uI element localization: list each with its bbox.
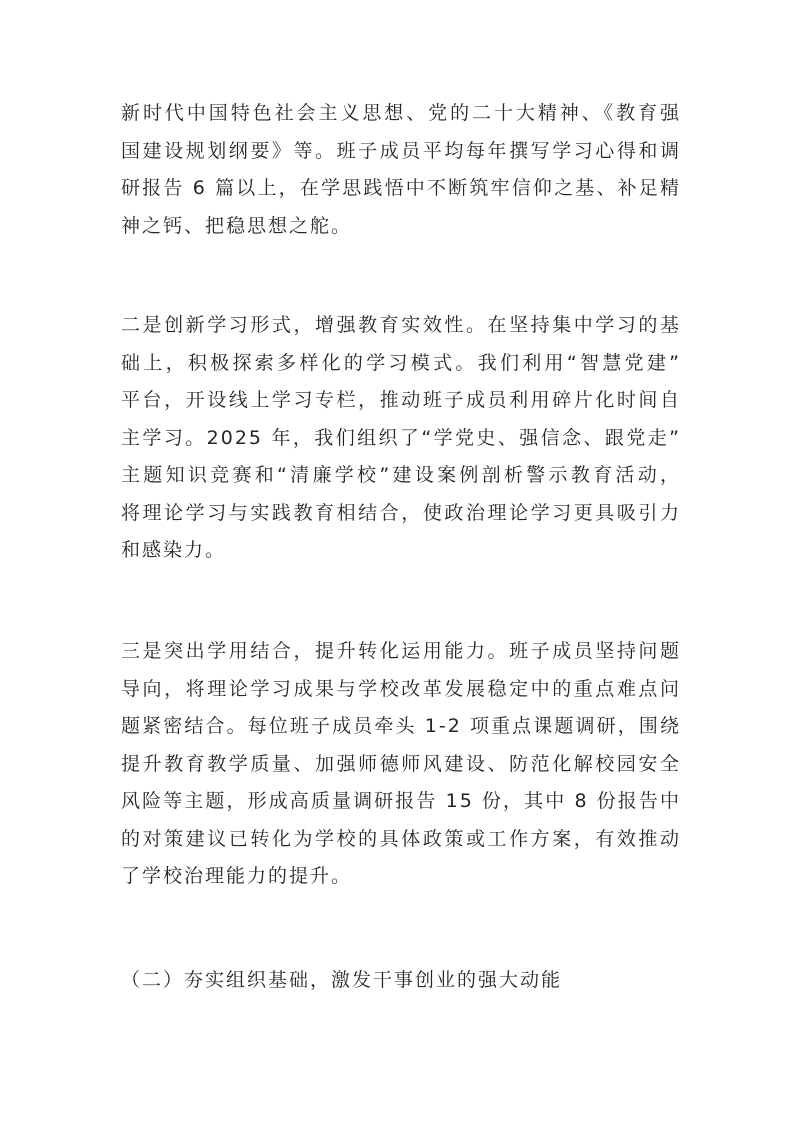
- paragraph-study-outcomes: [121, 95, 681, 245]
- text-line: 风险等主题，形成高质量调研报告 15 份，其中 8 份报告中: [121, 790, 681, 812]
- text-line: 神之钙、把稳思想之舵。: [121, 214, 353, 237]
- section-heading: [121, 962, 681, 1000]
- heading-line: （二）夯实组织基础，激发干事创业的强大动能: [121, 969, 563, 991]
- paragraph-innovate-learning-forms: [121, 307, 681, 570]
- text-line: 三是突出学用结合，提升转化运用能力。班子成员坚持问题: [121, 640, 681, 662]
- text-line: 题紧密结合。每位班子成员牵头 1-2 项重点课题调研，围绕: [121, 715, 681, 737]
- text-line: 的对策建议已转化为学校的具体政策或工作方案，有效推动: [121, 827, 681, 850]
- text-line: 提升教育教学质量、加强师德师风建设、防范化解校园安全: [121, 752, 681, 775]
- text-line: 和感染力。: [121, 539, 227, 561]
- text-line: 将理论学习与实践教育相结合，使政治理论学习更具吸引力: [121, 501, 681, 524]
- text-line: 主学习。2025 年，我们组织了“学党史、强信念、跟党走”: [121, 426, 681, 449]
- text-line: 了学校治理能力的提升。: [121, 865, 353, 887]
- text-line: 主题知识竞赛和“清廉学校”建设案例剖析警示教育活动，: [121, 464, 681, 486]
- text-line: 研报告 6 篇以上，在学思践悟中不断筑牢信仰之基、补足精: [121, 177, 681, 199]
- paragraph-apply-learning: [121, 633, 681, 896]
- text-line: 础上，积极探索多样化的学习模式。我们利用“智慧党建”: [121, 351, 681, 374]
- text-line: 新时代中国特色社会主义思想、党的二十大精神、《教育强: [121, 102, 681, 124]
- text-line: 二是创新学习形式，增强教育实效性。在坚持集中学习的基: [121, 314, 681, 336]
- text-line: 国建设规划纲要》等。班子成员平均每年撰写学习心得和调: [121, 139, 681, 162]
- text-line: 平台，开设线上学习专栏，推动班子成员利用碎片化时间自: [121, 389, 681, 411]
- text-line: 导向，将理论学习成果与学校改革发展稳定中的重点难点问: [121, 677, 681, 700]
